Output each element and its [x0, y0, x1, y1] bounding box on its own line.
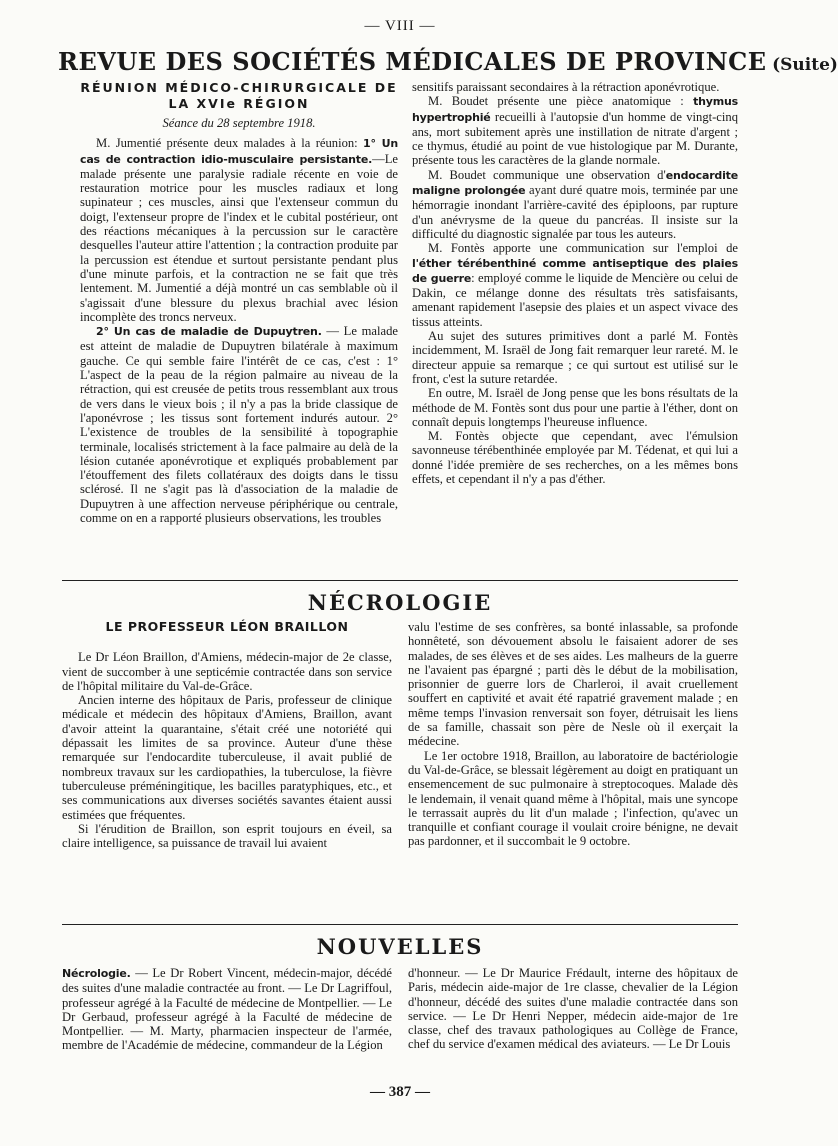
section-divider: [62, 924, 738, 925]
case-title-dupuytren: 2° Un cas de maladie de Dupuytren.: [96, 325, 322, 339]
running-page-label: — VIII —: [364, 18, 436, 34]
paragraph-body: : employé comme le liquide de Mencière ou celui de Dakin, ce mélange donne des résultats très satisfaisants, amenant rapidement l'asepsie des plaies et un aspect vivace des tissus atteints.: [412, 270, 738, 329]
paragraph-braillon-3: Si l'érudition de Braillon, son esprit toujours en éveil, sa claire intelligence, sa puissance de travail lui avaient: [62, 821, 392, 851]
paragraph-continuation: sensitifs paraissant secondaires à la rétraction aponévrotique.: [412, 80, 720, 94]
article-title: LE PROFESSEUR LÉON BRAILLON: [105, 619, 349, 634]
journal-title: REVUE DES SOCIÉTÉS MÉDICALES DE PROVINCE: [58, 47, 767, 76]
paragraph-boudet-thymus: [412, 94, 738, 167]
term-ether: l'éther térébenthiné comme antiseptique des plaies de guerre: [412, 256, 738, 285]
necrologie-section-title: NÉCROLOGIE: [307, 590, 493, 615]
term-endocardite: endocardite maligne prolongée: [412, 168, 738, 198]
reunion-left-column: [80, 80, 398, 525]
journal-title-suffix: (Suite): [772, 55, 838, 75]
nouvelles-left-column: [62, 966, 392, 1053]
paragraph-body: recueilli à l'autopsie d'un homme de vingt-cinq ans, mort subitement après une instillation de nitrate d'argent ; ce thymus, étudié au point de vue histologique par M. Durante, présente tous les caractères de la glande normale.: [412, 109, 738, 168]
nouvelles-right-column: [408, 966, 738, 1052]
case-title-contraction: 1° Un cas de contraction idio-musculaire persistante.: [80, 137, 398, 166]
page-number: — 387 —: [370, 1084, 430, 1100]
paragraph-lead: M. Fontès apporte une communication sur l'emploi de: [428, 241, 738, 256]
journal-masthead: [58, 47, 838, 76]
seance-date: Séance du 28 septembre 1918.: [162, 116, 316, 130]
reunion-heading-line-1: RÉUNION MÉDICO-CHIRURGICALE DE: [80, 80, 398, 95]
necrologie-right-column: [408, 620, 738, 849]
paragraph-body: ayant duré quatre mois, terminée par une hémorragie inondant l'arrière-cavité des épiploons, par rupture d'un anévrysme de la queue du pancréas. Il insiste sur la difficulté du diagnostic signalée par tous les auteurs.: [412, 183, 738, 241]
paragraph-israel-de-jong: En outre, M. Israël de Jong pense que les bons résultats de la méthode de M. Fontès sont dus pour une partie à l'éther, dont on connaît depuis longtemps l'heureuse influence.: [412, 386, 738, 429]
paragraph-fontes-objection: M. Fontès objecte que cependant, avec l'émulsion savonneuse térébenthinée employée par M. Tédenat, et qui lui a donné l'idée première de ses recherches, on a les mêmes bons effets, et cependant il n'y a pas d'éther.: [412, 429, 738, 487]
paragraph-jumentie-1: [80, 136, 398, 324]
paragraph-body: —Le malade présente une paralysie radiale récente en voie de restauration motrice pour les muscles radiaux et long supinateur ; ces muscles, ainsi que l'extenseur commun du doigt, l'extenseur propre de l'index et le cubital postérieur, ont des réactions mécaniques à la percussion sur le caractère desquelles l'auteur attire l'attention ; la contraction produite par la percussion est étendue et surtout persistante pendant plus d'une minute parfois, et la contraction ne se fait que très lentement. M. Jumentié a déjà montré un cas semblable où il s'agissait d'une blessure du plexus brachial avec lésion incomplète des troncs nerveux.: [80, 151, 398, 324]
paragraph-jumentie-2: [80, 324, 398, 525]
nouvelles-continuation: d'honneur. — Le Dr Maurice Frédault, interne des hôpitaux de Paris, médecin aide-major de 1re classe, chevalier de la Légion d'honneur, décédé des suites d'une maladie contractée dans son service. — Le Dr Henri Nepper, médecin aide-major de 1re classe, chef des travaux pathologiques au Collège de France, chef du service d'examen médical des aviateurs. — Le Dr Louis: [408, 966, 738, 1052]
paragraph-sutures: Au sujet des sutures primitives dont a parlé M. Fontès incidemment, M. Israël de Jong fait remarquer leur rareté. M. le directeur appuie sa remarque ; ce qui surtout est utilisé sur le front, c'est la suture retardée.: [412, 329, 738, 386]
paragraph-braillon-death: Le 1er octobre 1918, Braillon, au laboratoire de bactériologie du Val-de-Grâce, se blessait légèrement au doigt en pratiquant un ensemencement de suc pulmonaire à streptocoques. Malade dès le lendemain, il venait quand même à l'hôpital, mais une syncope le terrassait auprès du lit d'un malade ; l'infection, qu'avec un tranquille et confiant courage il voulait croire bénigne, ne devait pas pardonner, et il succombait le 9 octobre.: [408, 748, 738, 849]
reunion-right-column: [412, 80, 738, 486]
nouvelles-section-title: NOUVELLES: [316, 934, 484, 959]
paragraph-lead: M. Jumentié présente deux malades à la réunion:: [96, 136, 358, 151]
term-thymus: thymus hypertrophié: [412, 95, 738, 124]
nouvelles-paragraph: [62, 966, 392, 1053]
paragraph-fontes: [412, 241, 738, 329]
paragraph-braillon-1: Le Dr Léon Braillon, d'Amiens, médecin-major de 2e classe, vient de succomber à une septicémie contractée dans son service de l'hôpital militaire du Val-de-Grâce.: [62, 650, 392, 693]
paragraph-boudet-endocardite: [412, 168, 738, 241]
necrologie-left-column: [62, 620, 392, 850]
paragraph-lead: M. Boudet communique une observation d': [428, 167, 666, 182]
paragraph-braillon-2: Ancien interne des hôpitaux de Paris, professeur de clinique médicale et médecin des hôpitaux d'Amiens, Braillon, avant d'avoir atteint la quarantaine, s'était créé une notoriété qui dépassait les limites de sa province. Auteur d'une thèse remarquée sur l'endocardite tuberculeuse, il avait publié de nombreux travaux sur les cardiopathies, la tuberculose, la fièvre tuberculeuse préméningitique, les bacilles paratyphiques, etc., et ses communications aux diverses sociétés savantes étaient aussi estimées que fréquentes.: [62, 693, 392, 822]
reunion-heading: [80, 80, 398, 112]
paragraph-lead: M. Boudet présente une pièce anatomique :: [428, 94, 684, 109]
section-divider: [62, 580, 738, 581]
nouvelles-lead: Nécrologie.: [62, 967, 131, 980]
paragraph-body: — Le Dr Robert Vincent, médecin-major, décédé des suites d'une maladie contractée au front. — Le Dr Lagriffoul, professeur agrégé à la Faculté de médecine de Montpellier. — Le Dr Gerbaud, professeur agrégé à la Faculté de médecine de Montpellier. — M. Marty, pharmacien inspecteur de l'armée, membre de l'Académie de médecine, commandeur de la Légion: [62, 966, 392, 1053]
paragraph-braillon-continuation: valu l'estime de ses confrères, sa bonté inlassable, sa profonde honnêteté, son dévouement absolu le faisaient adorer de ses malades, de ses élèves et de ses aides. Les malheurs de la guerre ne l'avaient pas épargné ; parti dès le début de la mobilisation, prisonnier de guerre lors de Charleroi, il avait cruellement souffert en captivité et avait été rapatrié gravement malade ; en même temps l'invasion renversait son foyer, détruisait les liens de sa famille, chassait son père de Nesle où il exerçait la médecine.: [408, 620, 738, 749]
paragraph-body: — Le malade est atteint de maladie de Dupuytren bilatérale à maximum gauche. Ce qui semble faire l'intérêt de ce cas, c'est : 1° L'aspect de la peau de la région palmaire au niveau de la rétraction, qui est creusée de petits trous ressemblant aux trous de vers dans le vieux bois ; il n'y a pas la bride classique de l'aponévrose ; les tissus sont fortement indurés autour. 2° L'existence de troubles de la sensibilité à topographie terminale, localisés strictement à la face palmaire au delà de la lésion cutanée aponévrotique et expliqués probablement par l'étouffement des filets collatéraux des doigts dans le tissu sclérosé. Il ne s'agit pas là d'association de la maladie de Dupuytren à une affection nerveuse périphérique ou centrale, comme on en a rapporté plusieurs observations, les troubles: [80, 324, 398, 526]
reunion-heading-line-2: LA XVIe RÉGION: [168, 96, 310, 111]
